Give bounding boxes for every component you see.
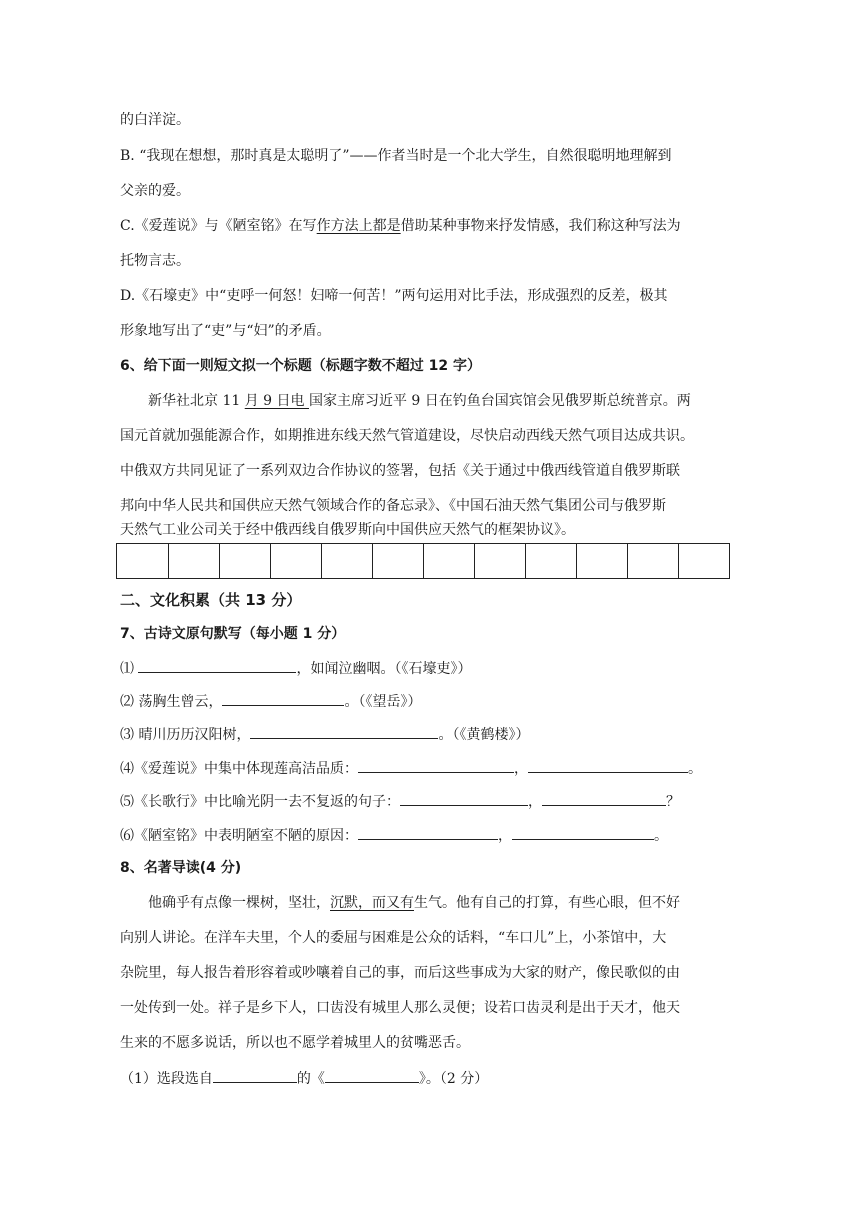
q7-i4-blank-2[interactable]: [528, 757, 688, 773]
q7-i4-pre: ⑷《爱莲说》中集中体现莲高洁品质：: [120, 761, 358, 777]
q8-paragraph-line2: 向别人讲论。在洋车夫里，个人的委屈与困难是公众的话料，“车口儿”上，小茶馆中，大: [120, 930, 667, 946]
q7-i5-post: ？: [666, 794, 680, 810]
q7-title: 7、古诗文原句默写（每小题 1 分）: [120, 626, 346, 642]
answer-cell[interactable]: [423, 544, 474, 578]
q7-item-6: [120, 824, 668, 846]
q7-i5-blank-2[interactable]: [542, 790, 666, 806]
q6-answer-grid[interactable]: [116, 543, 730, 579]
q6-paragraph-line4: 邦向中华人民共和国供应天然气领域合作的备忘录》、《中国石油天然气集团公司与俄罗斯: [120, 498, 666, 514]
q8-s1-author-blank[interactable]: [213, 1067, 297, 1083]
q7-i2-post: 。（《望岳》）: [344, 694, 422, 710]
q6-paragraph-line2: 国元首就加强能源合作，如期推进东线天然气管道建设，尽快启动西线天然气项目达成共识。: [120, 428, 694, 444]
answer-cell[interactable]: [117, 544, 168, 578]
q8-s1-post: 》。（2 分）: [418, 1071, 489, 1087]
section-2-title: 二、文化积累（共 13 分）: [120, 591, 302, 609]
answer-cell[interactable]: [678, 544, 729, 578]
q7-i6-mid: ，: [498, 828, 512, 844]
q7-i3-post: 。（《黄鹤楼》）: [438, 727, 530, 743]
q5-option-d-line2: 形象地写出了“吏”与“妇”的矛盾。: [120, 323, 331, 339]
q5-c-underlined: 作方法上都是: [316, 218, 401, 234]
q5-option-a-tail: 的白洋淀。: [120, 112, 190, 128]
answer-cell[interactable]: [321, 544, 372, 578]
q7-i4-post: 。: [688, 761, 702, 777]
q7-item-3: [120, 723, 529, 745]
q8-paragraph-line3: 杂院里，每人报告着形容着或吵嚷着自己的事，而后这些事成为大家的财产，像民歌似的由: [120, 965, 680, 981]
q7-item-5: [120, 790, 680, 812]
q5-c-text-post: 借助某种事物来抒发情感，我们称这种写法为: [400, 218, 681, 234]
q6-p1-post: 国家主席习近平 9 日在钓鱼台国宾馆会见俄罗斯总统普京。两: [308, 393, 691, 409]
answer-cell[interactable]: [168, 544, 219, 578]
q6-p1-underlined: 月 9 日电: [244, 393, 309, 409]
q5-option-b-line2: 父亲的爱。: [120, 183, 190, 199]
q7-i1-num: ⑴: [120, 661, 134, 677]
q7-i2-pre: ⑵ 荡胸生曾云，: [120, 694, 223, 710]
q5-c-text-pre: C.《爱莲说》与《陋室铭》在写: [120, 218, 317, 234]
q7-i1-blank[interactable]: [138, 657, 296, 673]
q5-option-b-line1: B. “我现在想想，那时真是太聪明了”——作者当时是一个北大学生，自然很聪明地理解到: [120, 148, 672, 164]
answer-cell[interactable]: [270, 544, 321, 578]
q8-subquestion-1: [120, 1067, 488, 1089]
q7-i6-post: 。: [654, 828, 668, 844]
answer-cell[interactable]: [219, 544, 270, 578]
q7-i3-blank[interactable]: [250, 723, 438, 739]
q6-paragraph-line1: [148, 391, 691, 411]
q7-item-2: [120, 690, 421, 712]
q7-i2-blank[interactable]: [222, 690, 344, 706]
q7-i5-pre: ⑸《长歌行》中比喻光阴一去不复返的句子：: [120, 794, 400, 810]
q8-s1-mid: 的《: [296, 1071, 325, 1087]
q6-paragraph-line3: 中俄双方共同见证了一系列双边合作协议的签署，包括《关于通过中俄西线管道自俄罗斯联: [120, 463, 680, 479]
q8-p1-post: 生气。他有自己的打算，有些心眼，但不好: [414, 895, 680, 911]
q8-s1-book-blank[interactable]: [325, 1067, 419, 1083]
q8-s1-pre: （1）选段选自: [120, 1071, 213, 1087]
q7-i4-mid: ，: [514, 761, 528, 777]
q7-i3-pre: ⑶ 晴川历历汉阳树，: [120, 727, 251, 743]
q7-i4-blank-1[interactable]: [358, 757, 514, 773]
q7-i6-pre: ⑹《陋室铭》中表明陋室不陋的原因：: [120, 828, 358, 844]
q6-title: 6、给下面一则短文拟一个标题（标题字数不超过 12 字）: [120, 358, 481, 374]
q8-title: 8、名著导读(4 分): [120, 860, 242, 876]
q7-i1-post: ，如闻泣幽咽。（《石壕吏》）: [296, 661, 472, 677]
q8-p1-pre: 他确乎有点像一棵树，坚壮，: [148, 895, 330, 911]
q8-paragraph-line4: 一处传到一处。祥子是乡下人，口齿没有城里人那么灵便；设若口齿灵利是出于天才，他天: [120, 1000, 680, 1016]
q8-p1-underlined: 沉默，而又有: [330, 895, 414, 911]
q7-i6-blank-2[interactable]: [512, 824, 654, 840]
q7-i6-blank-1[interactable]: [358, 824, 498, 840]
q5-option-d-line1: D.《石壕吏》中“吏呼一何怒！妇啼一何苦！”两句运用对比手法，形成强烈的反差，极其: [120, 288, 668, 304]
answer-cell[interactable]: [525, 544, 576, 578]
answer-cell[interactable]: [627, 544, 678, 578]
q7-i5-blank-1[interactable]: [400, 790, 528, 806]
q8-paragraph-line5: 生来的不愿多说话，所以也不愿学着城里人的贫嘴恶舌。: [120, 1035, 470, 1051]
q6-p1-pre: 新华社北京 11: [148, 393, 245, 409]
q8-paragraph-line1: [148, 893, 680, 913]
answer-cell[interactable]: [372, 544, 423, 578]
answer-cell[interactable]: [576, 544, 627, 578]
q7-i5-mid: ，: [528, 794, 542, 810]
q7-item-1: [120, 657, 471, 679]
q6-paragraph-line5: 天然气工业公司关于经中俄西线自俄罗斯向中国供应天然气的框架协议》。: [120, 522, 575, 538]
q7-item-4: [120, 757, 702, 779]
q5-option-c-line2: 托物言志。: [120, 253, 190, 269]
answer-cell[interactable]: [474, 544, 525, 578]
q5-option-c-line1: [120, 216, 681, 236]
